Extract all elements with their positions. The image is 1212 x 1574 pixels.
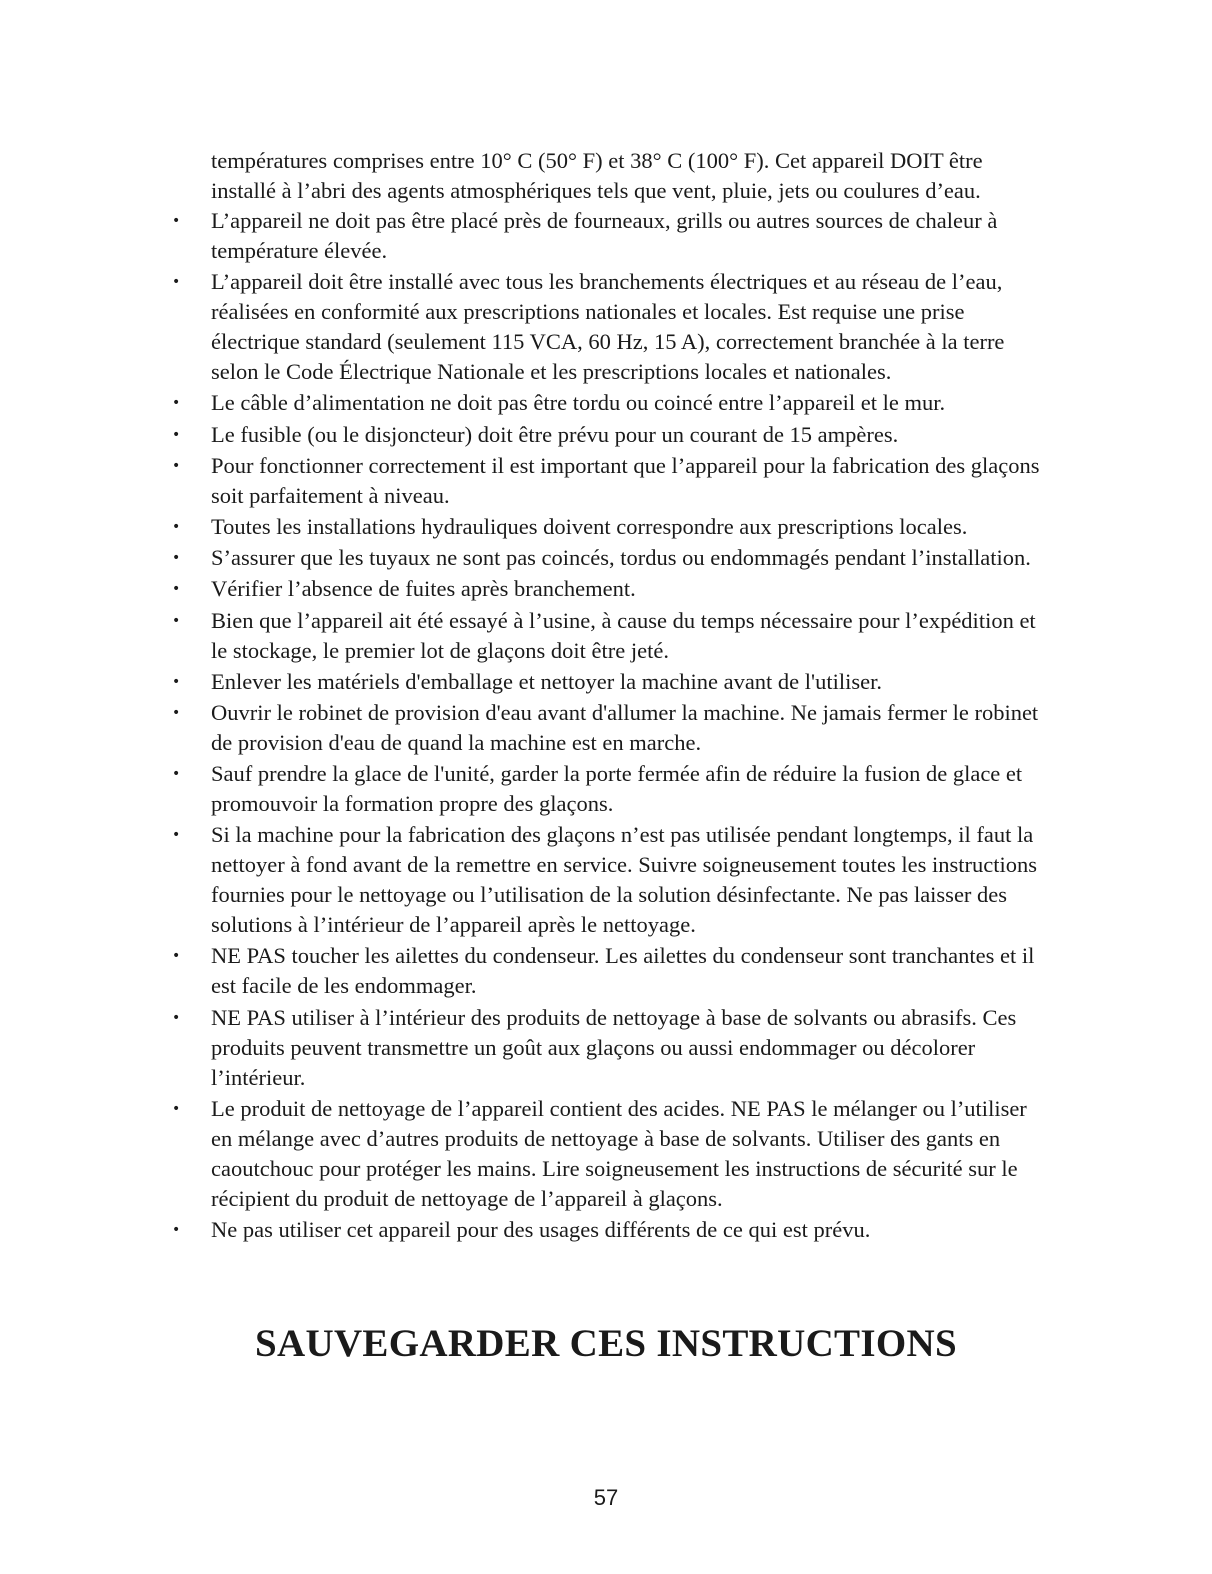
list-item-text: L’appareil ne doit pas être placé près de fourneaux, grills ou autres sources de chaleur à température élevée. bbox=[211, 208, 998, 263]
list-item bbox=[0, 759, 1041, 819]
list-item bbox=[0, 574, 1041, 604]
bullet-icon: • bbox=[172, 1222, 181, 1238]
bullet-icon: • bbox=[172, 518, 181, 535]
list-item-text: Enlever les matériels d'emballage et nettoyer la machine avant de l'utiliser. bbox=[211, 668, 882, 694]
list-item-text: NE PAS utiliser à l’intérieur des produits de nettoyage à base de solvants ou abrasifs. Ces produits peuvent transmettre un goût aux glaçons ou aussi endommager ou décolorer l’intérieur. bbox=[211, 1004, 1017, 1090]
bullet-icon: • bbox=[172, 457, 181, 474]
bullet-icon: • bbox=[172, 704, 181, 721]
bullet-icon: • bbox=[172, 673, 181, 690]
continuation-paragraph: températures comprises entre 10° C (50° F) et 38° C (100° F). Cet appareil DOIT être installé à l’abri des agents atmosphériques tels que vent, pluie, jets ou coulures d’eau. bbox=[211, 148, 983, 203]
list-item-text: Le câble d’alimentation ne doit pas être tordu ou coincé entre l’appareil et le mur. bbox=[211, 390, 946, 416]
bullet-icon: • bbox=[172, 581, 181, 598]
list-item bbox=[0, 512, 1041, 542]
list-item-text: Sauf prendre la glace de l'unité, garder la porte fermée afin de réduire la fusion de glace et promouvoir la formation propre des glaçons. bbox=[211, 761, 1023, 817]
list-item bbox=[0, 206, 1041, 266]
list-item-text: Si la machine pour la fabrication des glaçons n’est pas utilisée pendant longtemps, il faut la nettoyer à fond avant de la remettre en service. Suivre soigneusement toutes les instructions fournies pour le nettoyage ou l’utilisation de la solution désinfectante. Ne pas laisser des solutions à l’intérieur de l’appareil après le nettoyage. bbox=[211, 822, 1037, 938]
bullet-icon: • bbox=[172, 426, 181, 443]
list-item bbox=[0, 543, 1041, 573]
list-item bbox=[0, 267, 1041, 387]
page-number: 57 bbox=[593, 1485, 619, 1510]
bullet-icon: • bbox=[172, 1009, 181, 1026]
list-item bbox=[0, 451, 1041, 511]
bullet-icon: • bbox=[172, 612, 181, 629]
bullet-icon: • bbox=[172, 1100, 181, 1117]
list-item bbox=[0, 606, 1041, 666]
list-item-text: Pour fonctionner correctement il est important que l’appareil pour la fabrication des glaçons soit parfaitement à niveau. bbox=[211, 452, 1040, 508]
bullet-icon: • bbox=[172, 766, 181, 783]
list-item-text: NE PAS toucher les ailettes du condenseur. Les ailettes du condenseur sont tranchantes et il est facile de les endommager. bbox=[211, 943, 1035, 999]
list-item bbox=[0, 1094, 1041, 1214]
list-item bbox=[0, 820, 1041, 940]
list-item bbox=[0, 420, 1041, 450]
bullet-icon: • bbox=[172, 213, 181, 229]
list-item-text: Le produit de nettoyage de l’appareil contient des acides. NE PAS le mélanger ou l’utiliser en mélange avec d’autres produits de nettoyage à base de solvants. Utiliser des gants en caoutchouc pour protéger les mains. Lire soigneusement les instructions de sécurité sur le récipient du produit de nettoyage de l’appareil à glaçons. bbox=[211, 1095, 1027, 1211]
list-item bbox=[0, 698, 1041, 758]
list-item bbox=[0, 1003, 1041, 1093]
bullet-icon: • bbox=[172, 550, 181, 567]
list-item-text: L’appareil doit être installé avec tous les branchements électriques et au réseau de l’eau, réalisées en conformité aux prescriptions nationales et locales. Est requise une prise électrique standard (seulement 115 VCA, 60 Hz, 15 A), correctement branchée à la terre selon le Code Électrique Nationale et les prescriptions locales et nationales. bbox=[211, 269, 1005, 385]
list-item-text: Ouvrir le robinet de provision d'eau avant d'allumer la machine. Ne jamais fermer le robinet de provision d'eau de quand la machine est en marche. bbox=[211, 699, 1039, 755]
list-item-text: S’assurer que les tuyaux ne sont pas coincés, tordus ou endommagés pendant l’installation. bbox=[211, 545, 1031, 571]
list-item bbox=[0, 388, 1041, 418]
list-item-text: Toutes les installations hydrauliques doivent correspondre aux prescriptions locales. bbox=[211, 513, 968, 539]
list-item-text: Vérifier l’absence de fuites après branchement. bbox=[211, 576, 636, 602]
list-item-text: Le fusible (ou le disjoncteur) doit être prévu pour un courant de 15 ampères. bbox=[211, 421, 899, 447]
safety-bullet-list bbox=[0, 206, 1212, 1246]
bullet-icon: • bbox=[172, 274, 181, 291]
list-item bbox=[0, 1215, 1041, 1245]
list-item-text: Ne pas utiliser cet appareil pour des usages différents de ce qui est prévu. bbox=[211, 1217, 871, 1242]
list-item bbox=[0, 941, 1041, 1001]
save-instructions-heading: SAUVEGARDER CES INSTRUCTIONS bbox=[255, 1322, 957, 1365]
bullet-icon: • bbox=[172, 827, 181, 844]
bullet-icon: • bbox=[172, 948, 181, 965]
bullet-icon: • bbox=[172, 395, 181, 412]
list-item-text: Bien que l’appareil ait été essayé à l’usine, à cause du temps nécessaire pour l’expédition et le stockage, le premier lot de glaçons doit être jeté. bbox=[211, 607, 1036, 663]
list-item bbox=[0, 667, 1041, 697]
